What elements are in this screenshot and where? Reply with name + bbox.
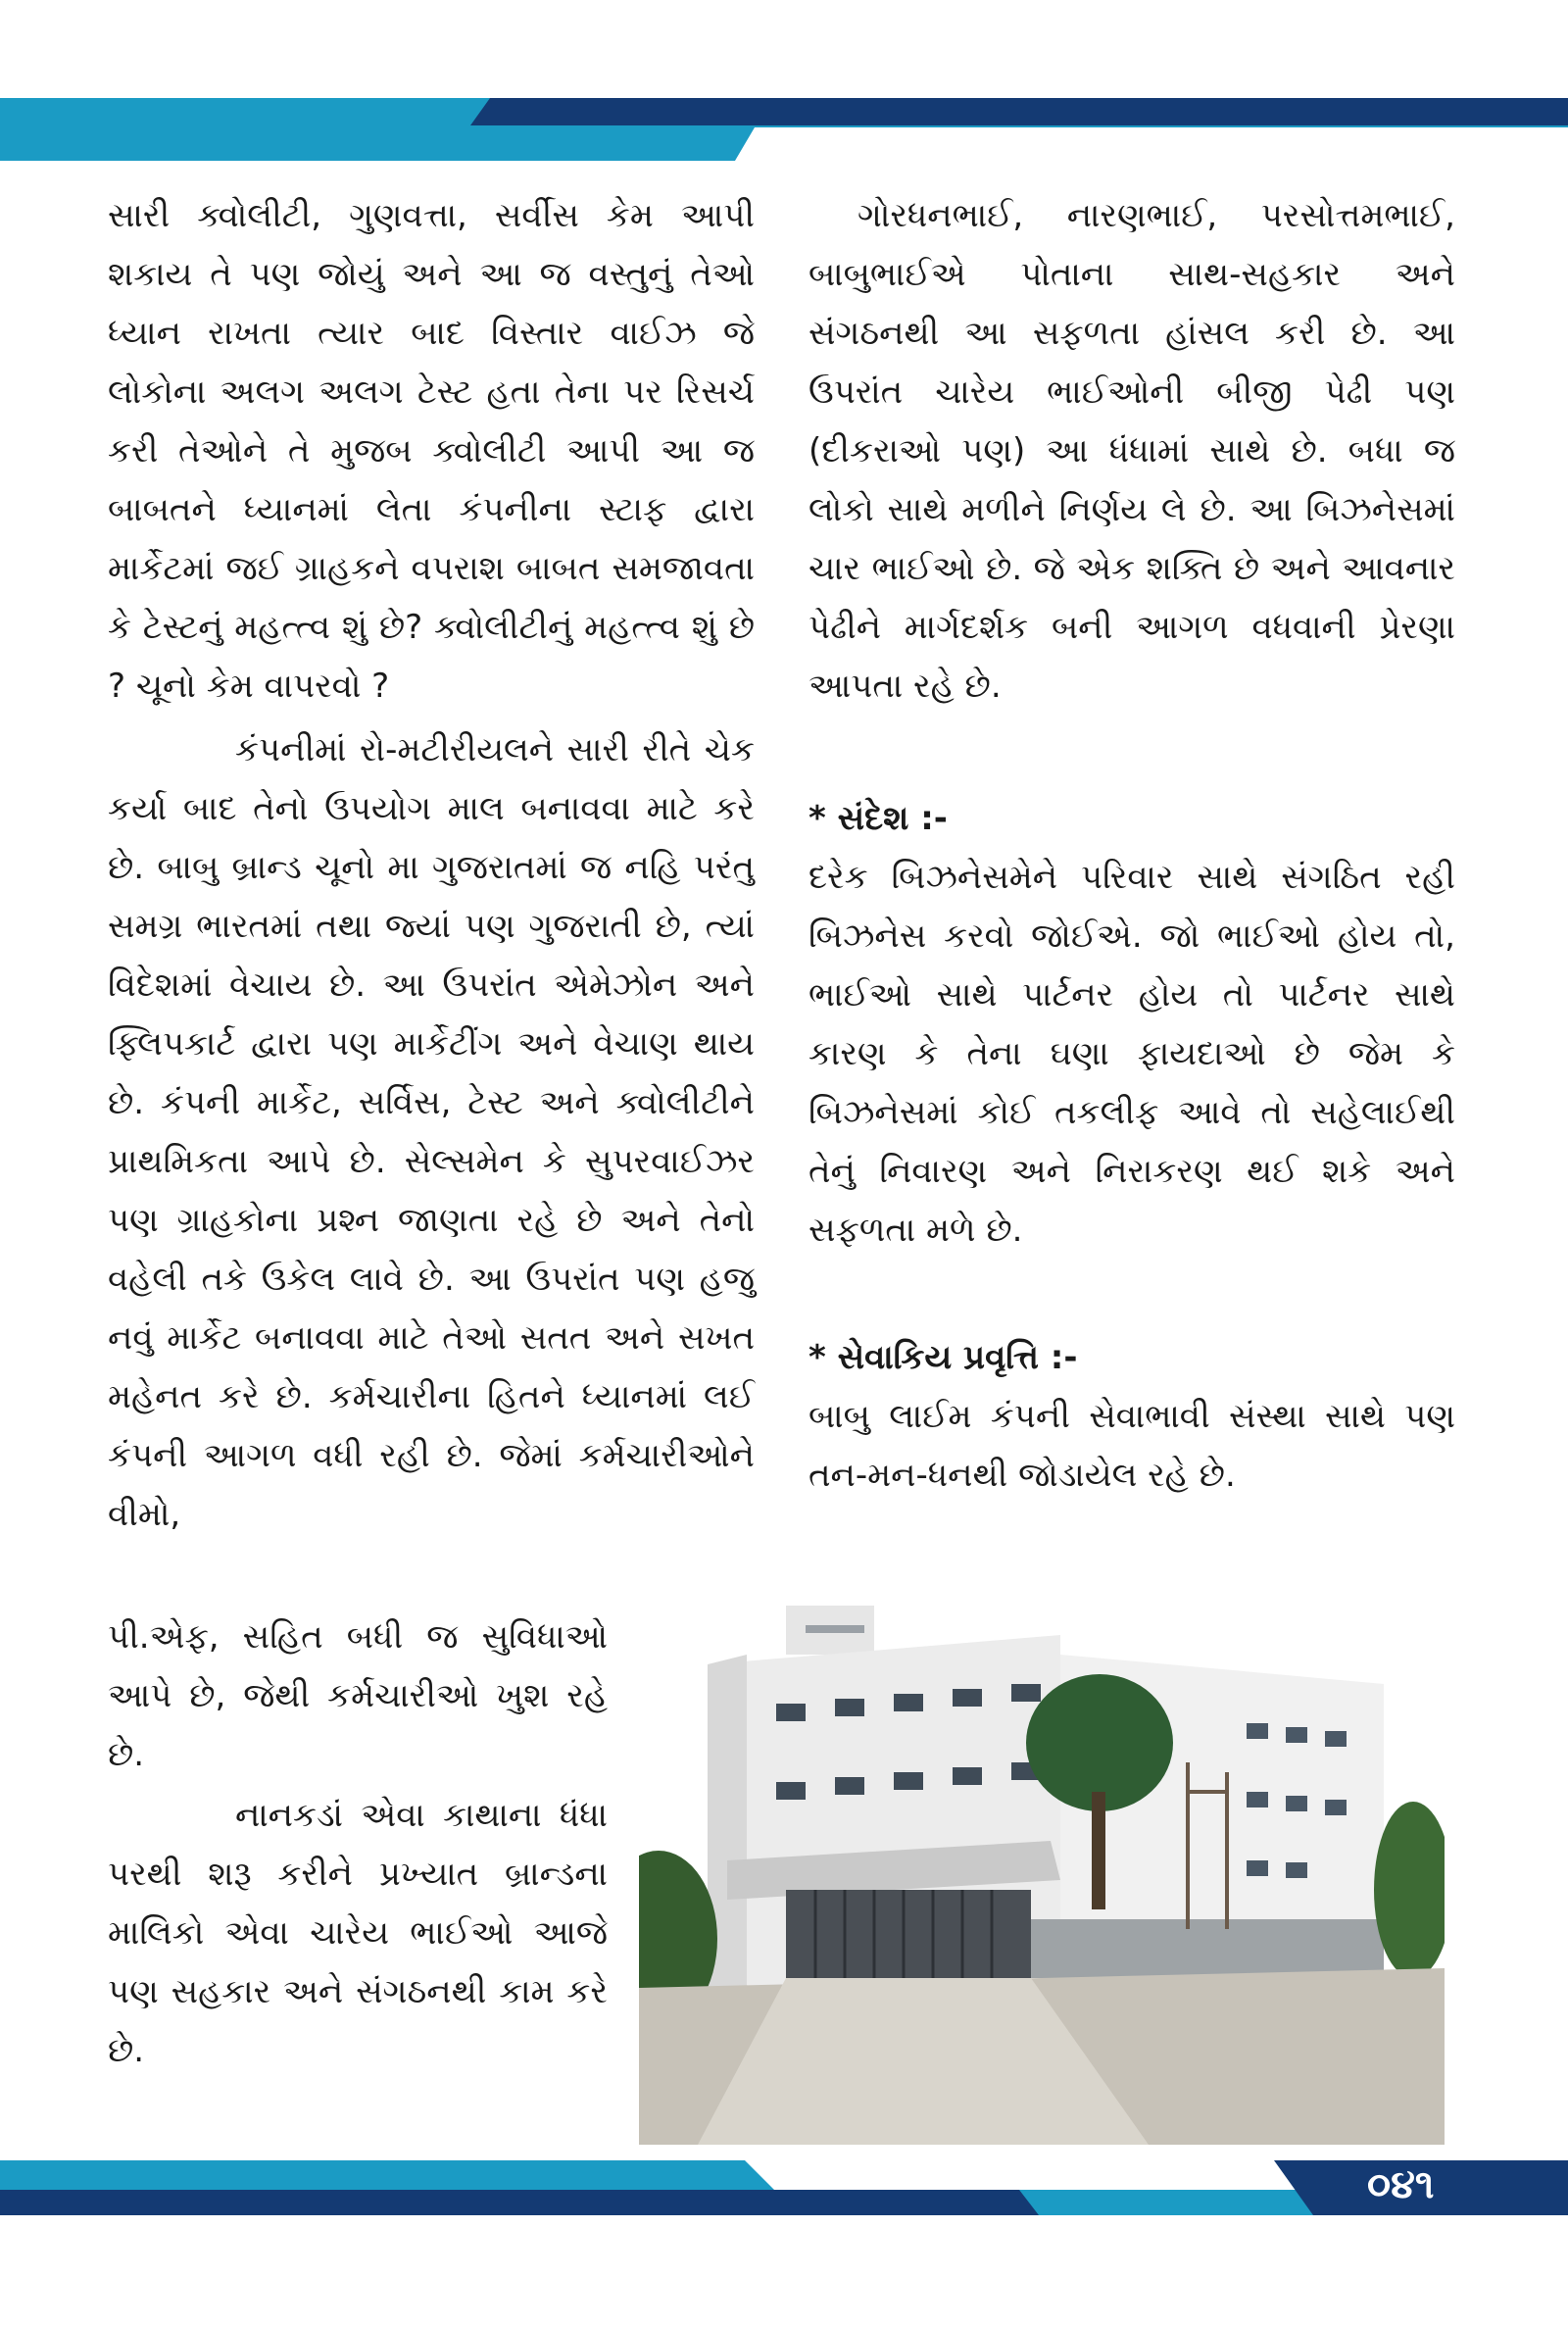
left-paragraph-2 [108,720,755,1544]
left-paragraph-2-text: કંપનીમાં રો-મટીરીયલને સારી રીતે ચેક કર્યા બાદ તેનો ઉપયોગ માલ બનાવવા માટે કરે છે. બાબુ બ્રાન્ડ ચૂનો મા ગુજરાતમાં જ નહિ પરંતુ સમગ્ર ભારતમાં તથા જ્યાં પણ ગુજરાતી છે, ત્યાં વિદેશમાં વેચાય છે. આ ઉપરાંત એમેઝોન અને ફ્લિપકાર્ટ દ્વારા પણ માર્કેટીંગ અને વેચાણ થાય છે. કંપની માર્કેટ, સર્વિસ, ટેસ્ટ અને ક્વોલીટીને પ્રાથમિકતા આપે છે. સેલ્સમેન કે સુપરવાઈઝર પણ ગ્રાહકોના પ્રશ્ન જાણતા રહે છે અને તેનો વહેલી તકે ઉકેલ લાવે છે. આ ઉપરાંત પણ હજુ નવું માર્કેટ બનાવવા માટે તેઓ સતત અને સખત મહેનત કરે છે. કર્મચારીના હિતને ધ્યાનમાં લઈ કંપની આગળ વધી રહી છે. જેમાં કર્મચારીઓને વીમો, [108,730,755,1534]
section-heading-social-service: * સેવાકિય પ્રવૃત્તિ :- [808,1338,1078,1377]
section-heading-message: * સંદેશ :- [808,799,948,838]
right-paragraph-3: બાબુ લાઈમ કંપની સેવાભાવી સંસ્થા સાથે પણ તન-મન-ધનથી જોડાયેલ રહે છે. [808,1397,1455,1495]
page-number: ૦૪૧ [1367,2162,1435,2207]
factory-building-photo [639,1596,1445,2145]
factory-photo-illustration [639,1596,1445,2145]
left-paragraph-3: પી.એફ, સહિત બધી જ સુવિધાઓ આપે છે, જેથી કર્મચારીઓ ખુશ રહે છે. [108,1617,608,1774]
left-paragraph-4 [108,1786,608,2080]
bottom-footer-band [0,2160,1568,2215]
right-paragraph-1-text: ગોરધનભાઈ, નારણભાઈ, પરસોત્તમભાઈ, બાબુભાઈએ પોતાના સાથ-સહકાર અને સંગઠનથી આ સફળતા હાંસલ કરી છે. આ ઉપરાંત ચારેય ભાઈઓની બીજી પેઢી પણ (દીકરાઓ પણ) આ ધંધામાં સાથે છે. બધા જ લોકો સાથે મળીને નિર્ણય લે છે. આ બિઝનેસમાં ચાર ભાઈઓ છે. જે એક શક્તિ છે અને આવનાર પેઢીને માર્ગદર્શક બની આગળ વધવાની પ્રેરણા આપતા રહે છે. [808,196,1455,706]
right-paragraph-2: દરેક બિઝનેસમેને પરિવાર સાથે સંગઠિત રહી બિઝનેસ કરવો જોઈએ. જો ભાઈઓ હોય તો, ભાઈઓ સાથે પાર્ટનર હોય તો પાર્ટનર સાથે કારણ કે તેના ઘણા ફાયદાઓ છે જેમ કે બિઝનેસમાં કોઈ તકલીફ આવે તો સહેલાઈથી તેનું નિવારણ અને નિરાકરણ થઈ શકે અને સફળતા મળે છે. [808,858,1455,1250]
left-paragraph-4-text: નાનકડાં એવા કાથાના ધંધા પરથી શરૂ કરીને પ્રખ્યાત બ્રાન્ડના માલિકો એવા ચારેય ભાઈઓ આજે પણ સહકાર અને સંગઠનથી કામ કરે છે. [108,1796,608,2070]
left-paragraph-1: સારી ક્વોલીટી, ગુણવત્તા, સર્વીસ કેમ આપી શકાય તે પણ જોયું અને આ જ વસ્તુનું તેઓ ધ્યાન રાખતા ત્યાર બાદ વિસ્તાર વાઈઝ જે લોકોના અલગ અલગ ટેસ્ટ હતા તેના પર રિસર્ચ કરી તેઓને તે મુજબ ક્વોલીટી આપી આ જ બાબતને ધ્યાનમાં લેતા કંપનીના સ્ટાફ દ્વારા માર્કેટમાં જઈ ગ્રાહકને વપરાશ બાબત સમજાવતા કે ટેસ્ટનું મહત્ત્વ શું છે? ક્વોલીટીનું મહત્ત્વ શું છે ? ચૂનો કેમ વાપરવો ? [108,196,755,706]
right-paragraph-1 [808,186,1455,716]
top-header-band [0,98,1568,161]
